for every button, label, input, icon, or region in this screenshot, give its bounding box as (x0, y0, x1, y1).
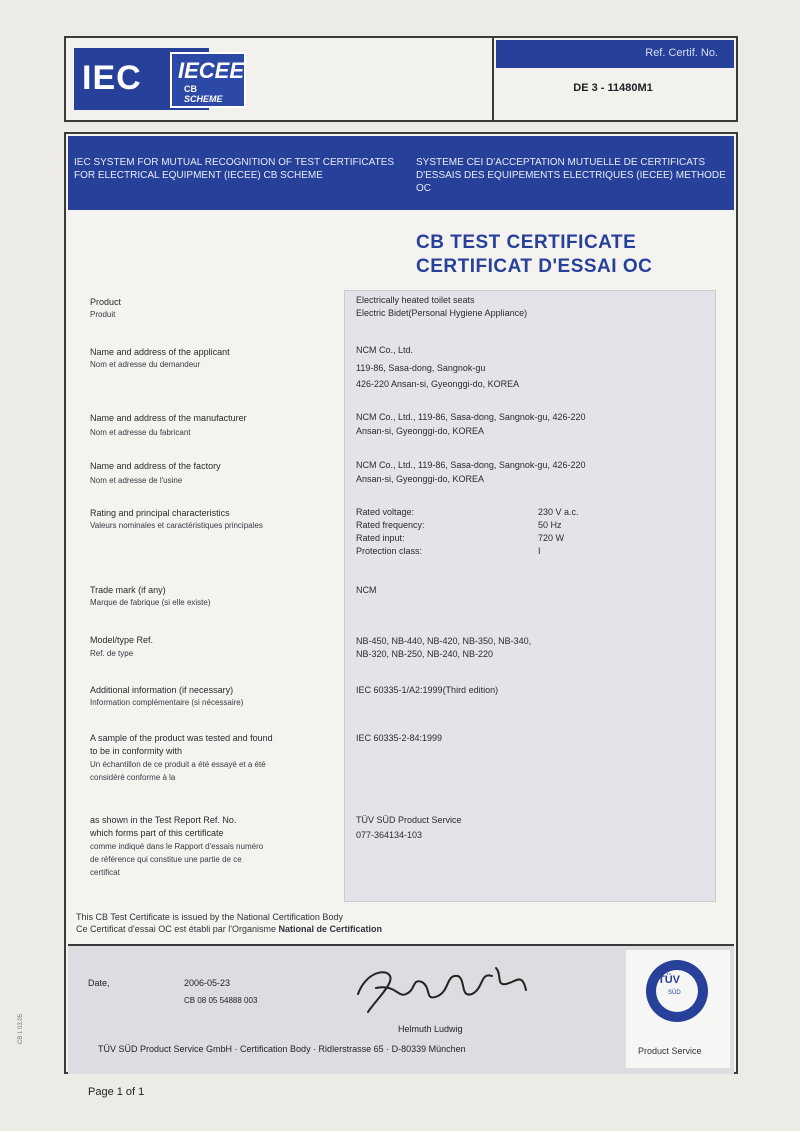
ref-certificate-block (494, 38, 736, 120)
cb-logo-text: CB (184, 84, 197, 94)
product-label-en: Product (90, 297, 122, 307)
model-label-en: Model/type Ref. (90, 635, 154, 645)
applicant-label-fr: Nom et adresse du demandeur (90, 360, 201, 369)
trademark-label-fr: Marque de fabrique (si elle existe) (90, 598, 211, 607)
manufacturer-value-line1: NCM Co., Ltd., 119-86, Sasa-dong, Sangnok-gu, 426-220 (356, 412, 586, 422)
trademark-label-en: Trade mark (if any) (90, 585, 166, 595)
report-value-line1: TÜV SÜD Product Service (356, 815, 462, 825)
manufacturer-label-fr: Nom et adresse du fabricant (90, 428, 191, 437)
rating-row-name: Rated input: (356, 533, 405, 543)
tuv-logo-block (626, 950, 730, 1068)
certificate-title-french: CERTIFICAT D'ESSAI OC (416, 256, 653, 277)
rating-row-name: Protection class: (356, 546, 423, 556)
sample-standard-value: IEC 60335-2-84:1999 (356, 733, 443, 743)
report-label-fr-line2: de référence qui constitue une partie de ce (90, 855, 242, 864)
applicant-value-line3: 426-220 Ansan-si, Gyeonggi-do, KOREA (356, 379, 520, 389)
iecee-logo (170, 52, 246, 108)
report-label-fr-line1: comme indiqué dans le Rapport d'essais numéro (90, 842, 264, 851)
iecee-logo-text: IECEE (178, 58, 245, 83)
ref-number: DE 3 - 11480M1 (573, 82, 653, 94)
date-value: 2006-05-23 (184, 978, 231, 988)
rating-label-fr: Valeurs nominales et caractéristiques principales (90, 521, 263, 530)
banner-french: SYSTEME CEI D'ACCEPTATION MUTUELLE DE CERTIFICATS D'ESSAIS DES EQUIPEMENTS ELECTRIQUES (IECEE) METHODE OC (416, 157, 726, 194)
report-label-fr-line3: certificat (90, 868, 120, 877)
certificate-header (64, 36, 738, 122)
report-label-en-line2: which forms part of this certificate (90, 828, 224, 838)
product-value-line2: Electric Bidet(Personal Hygiene Appliance) (356, 308, 528, 318)
rating-row-value: 720 W (538, 533, 565, 543)
certificate-body (64, 132, 738, 1074)
sample-label-fr-line2: considéré conforme à la (90, 773, 176, 782)
rating-label-en: Rating and principal characteristics (90, 508, 230, 518)
scheme-logo-text: SCHEME (184, 94, 223, 104)
tuv-logo-subtext: SÜD (668, 990, 681, 996)
side-form-code: CB 1 03.05 (18, 1013, 24, 1044)
iec-logo (74, 48, 245, 110)
applicant-label-en: Name and address of the applicant (90, 347, 230, 357)
ref-label-bar (496, 40, 734, 68)
additional-value: IEC 60335-1/A2:1999(Third edition) (356, 685, 499, 695)
issued-by-french (76, 924, 382, 934)
manufacturer-label-en: Name and address of the manufacturer (90, 413, 247, 423)
scheme-banner (68, 136, 734, 210)
tuv-caption: Product Service (638, 1046, 702, 1056)
factory-value-line2: Ansan-si, Gyeonggi-do, KOREA (356, 474, 485, 484)
additional-label-en: Additional information (if necessary) (90, 685, 234, 695)
certificate-footer (68, 944, 734, 1074)
model-value-line1: NB-450, NB-440, NB-420, NB-350, NB-340, (356, 636, 532, 646)
sample-label-en-line1: A sample of the product was tested and found (90, 733, 273, 743)
trademark-value: NCM (356, 585, 377, 595)
signature-icon (346, 954, 536, 1024)
rating-row-value: 230 V a.c. (538, 507, 579, 517)
report-value-line2: 077-364134-103 (356, 830, 423, 840)
signer-name: Helmuth Ludwig (398, 1024, 463, 1034)
issued-by-english: This CB Test Certificate is issued by the National Certification Body (76, 912, 343, 922)
rating-row-value: I (538, 546, 541, 556)
model-value-line2: NB-320, NB-250, NB-240, NB-220 (356, 649, 494, 659)
sample-label-fr-line1: Un échantillon de ce produit a été essayé et a été (90, 760, 266, 769)
page-number: Page 1 of 1 (88, 1086, 145, 1098)
factory-label-en: Name and address of the factory (90, 461, 221, 471)
additional-label-fr: Information complémentaire (si nécessaire) (90, 698, 244, 707)
rating-row-name: Rated voltage: (356, 507, 415, 517)
date-label: Date, (88, 978, 110, 988)
banner-english: IEC SYSTEM FOR MUTUAL RECOGNITION OF TEST CERTIFICATES FOR ELECTRICAL EQUIPMENT (IECEE) CB SCHEME (74, 157, 395, 181)
certification-body-address: TÜV SÜD Product Service GmbH · Certification Body · Ridlerstrasse 65 · D-80339 München (98, 1044, 466, 1054)
applicant-value-line2: 119-86, Sasa-dong, Sangnok-gu (356, 363, 486, 373)
rating-row-name: Rated frequency: (356, 520, 425, 530)
rating-row-value: 50 Hz (538, 520, 562, 530)
product-value-line1: Electrically heated toilet seats (356, 295, 475, 305)
report-label-en-line1: as shown in the Test Report Ref. No. (90, 815, 237, 825)
ref-label: Ref. Certif. No. (645, 47, 718, 59)
logo-block (66, 38, 494, 120)
certificate-title-english: CB TEST CERTIFICATE (416, 232, 637, 253)
iec-logo-text: IEC (82, 59, 142, 97)
issued-by-french-prefix: Ce Certificat d'essai OC est établi par l'Organisme (76, 924, 277, 934)
factory-value-line1: NCM Co., Ltd., 119-86, Sasa-dong, Sangnok-gu, 426-220 (356, 460, 586, 470)
factory-label-fr: Nom et adresse de l'usine (90, 476, 183, 485)
manufacturer-value-line2: Ansan-si, Gyeonggi-do, KOREA (356, 426, 485, 436)
sample-label-en-line2: to be in conformity with (90, 746, 183, 756)
product-label-fr: Produit (90, 310, 116, 319)
footer-ref-code: CB 08 05 54888 003 (184, 996, 258, 1005)
issued-by-french-body: National de Certification (278, 924, 383, 934)
tuv-logo-text: TÜV (658, 974, 680, 986)
model-label-fr: Ref. de type (90, 649, 134, 658)
applicant-value-line1: NCM Co., Ltd. (356, 345, 414, 355)
